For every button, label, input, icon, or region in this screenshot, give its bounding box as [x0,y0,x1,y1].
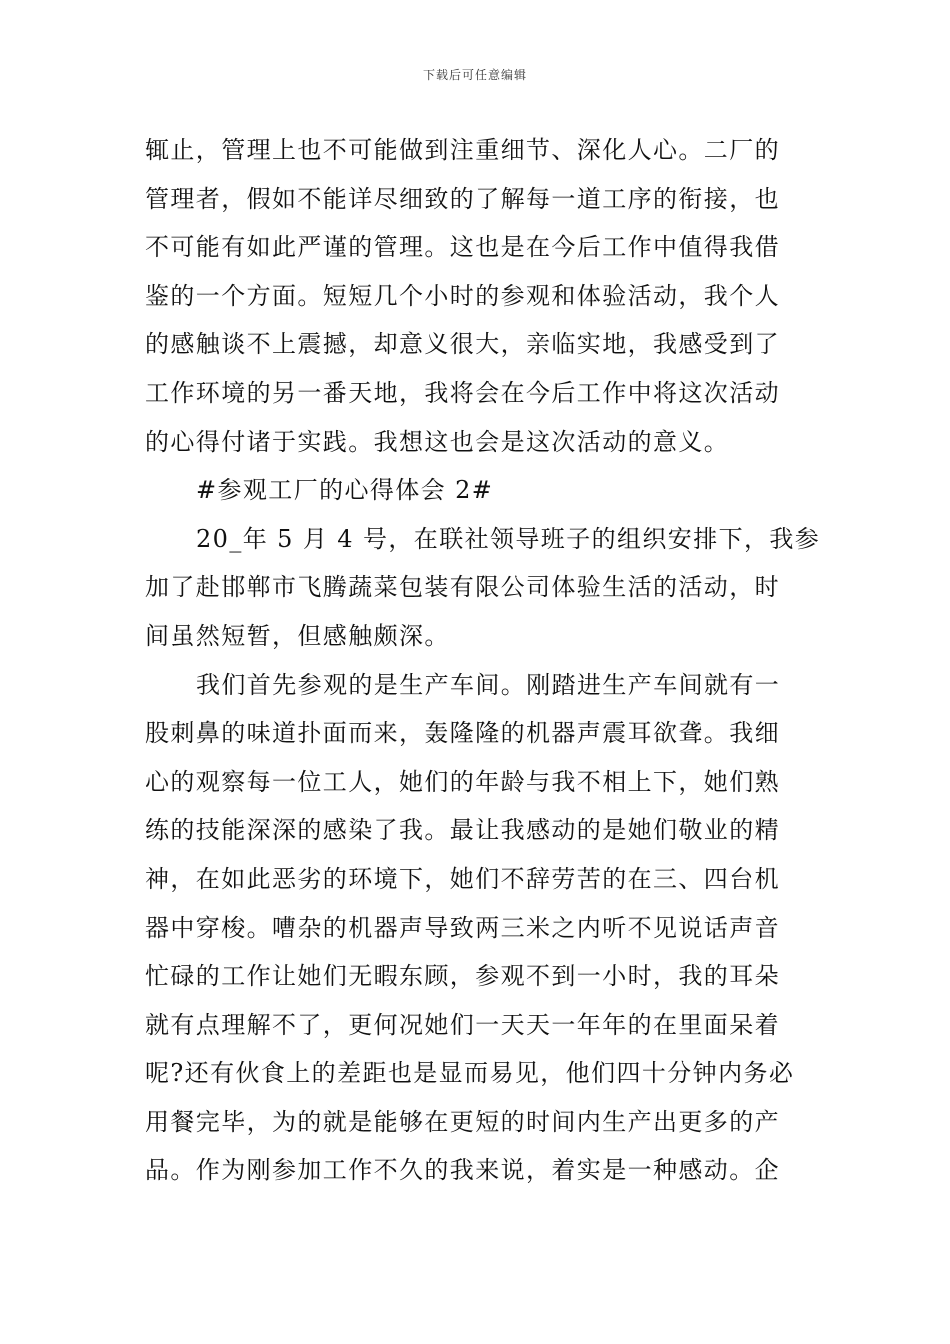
text-line: 就有点理解不了，更何况她们一天天一年年的在里面呆着 [145,1010,780,1039]
text-line: 用餐完毕，为的就是能够在更短的时间内生产出更多的产 [145,1107,780,1136]
document-body [145,126,821,1195]
text-line: 的心得付诸于实践。我想这也会是这次活动的意义。 [145,427,730,456]
text-line: 的感触谈不上震撼，却意义很大，亲临实地，我感受到了 [145,330,780,359]
text-line: 心的观察每一位工人，她们的年龄与我不相上下，她们熟 [145,767,780,796]
text-line: 鉴的一个方面。短短几个小时的参观和体验活动，我个人 [145,281,780,310]
text-line: 间虽然短暂，但感触颇深。 [145,621,450,650]
text-line: 我们首先参观的是生产车间。刚踏进生产车间就有一 [196,670,781,699]
section-heading: #参观工厂的心得体会 2# [196,476,494,505]
header-note: 下载后可任意编辑 [422,68,527,82]
text-line: 神，在如此恶劣的环境下，她们不辞劳苦的在三、四台机 [145,864,780,893]
text-line: 器中穿梭。嘈杂的机器声导致两三米之内听不见说话声音 [145,913,780,942]
text-line: 品。作为刚参加工作不久的我来说，着实是一种感动。企 [145,1156,780,1185]
text-line: 工作环境的另一番天地，我将会在今后工作中将这次活动 [145,378,780,407]
text-line: 股刺鼻的味道扑面而来，轰隆隆的机器声震耳欲聋。我细 [145,719,780,748]
text-line: 管理者，假如不能详尽细致的了解每一道工序的衔接，也 [145,184,780,213]
text-line: 加了赴邯郸市飞腾蔬菜包装有限公司体验生活的活动，时 [145,573,780,602]
text-line: 忙碌的工作让她们无暇东顾，参观不到一小时，我的耳朵 [145,962,780,991]
text-line: 练的技能深深的感染了我。最让我感动的是她们敬业的精 [145,816,780,845]
text-line: 辄止，管理上也不可能做到注重细节、深化人心。二厂的 [145,136,780,164]
text-line: 20_年 5 月 4 号，在联社领导班子的组织安排下，我参 [196,524,821,553]
text-line: 呢?还有伙食上的差距也是显而易见，他们四十分钟内务必 [145,1059,795,1088]
text-line: 不可能有如此严谨的管理。这也是在今后工作中值得我借 [145,233,780,262]
